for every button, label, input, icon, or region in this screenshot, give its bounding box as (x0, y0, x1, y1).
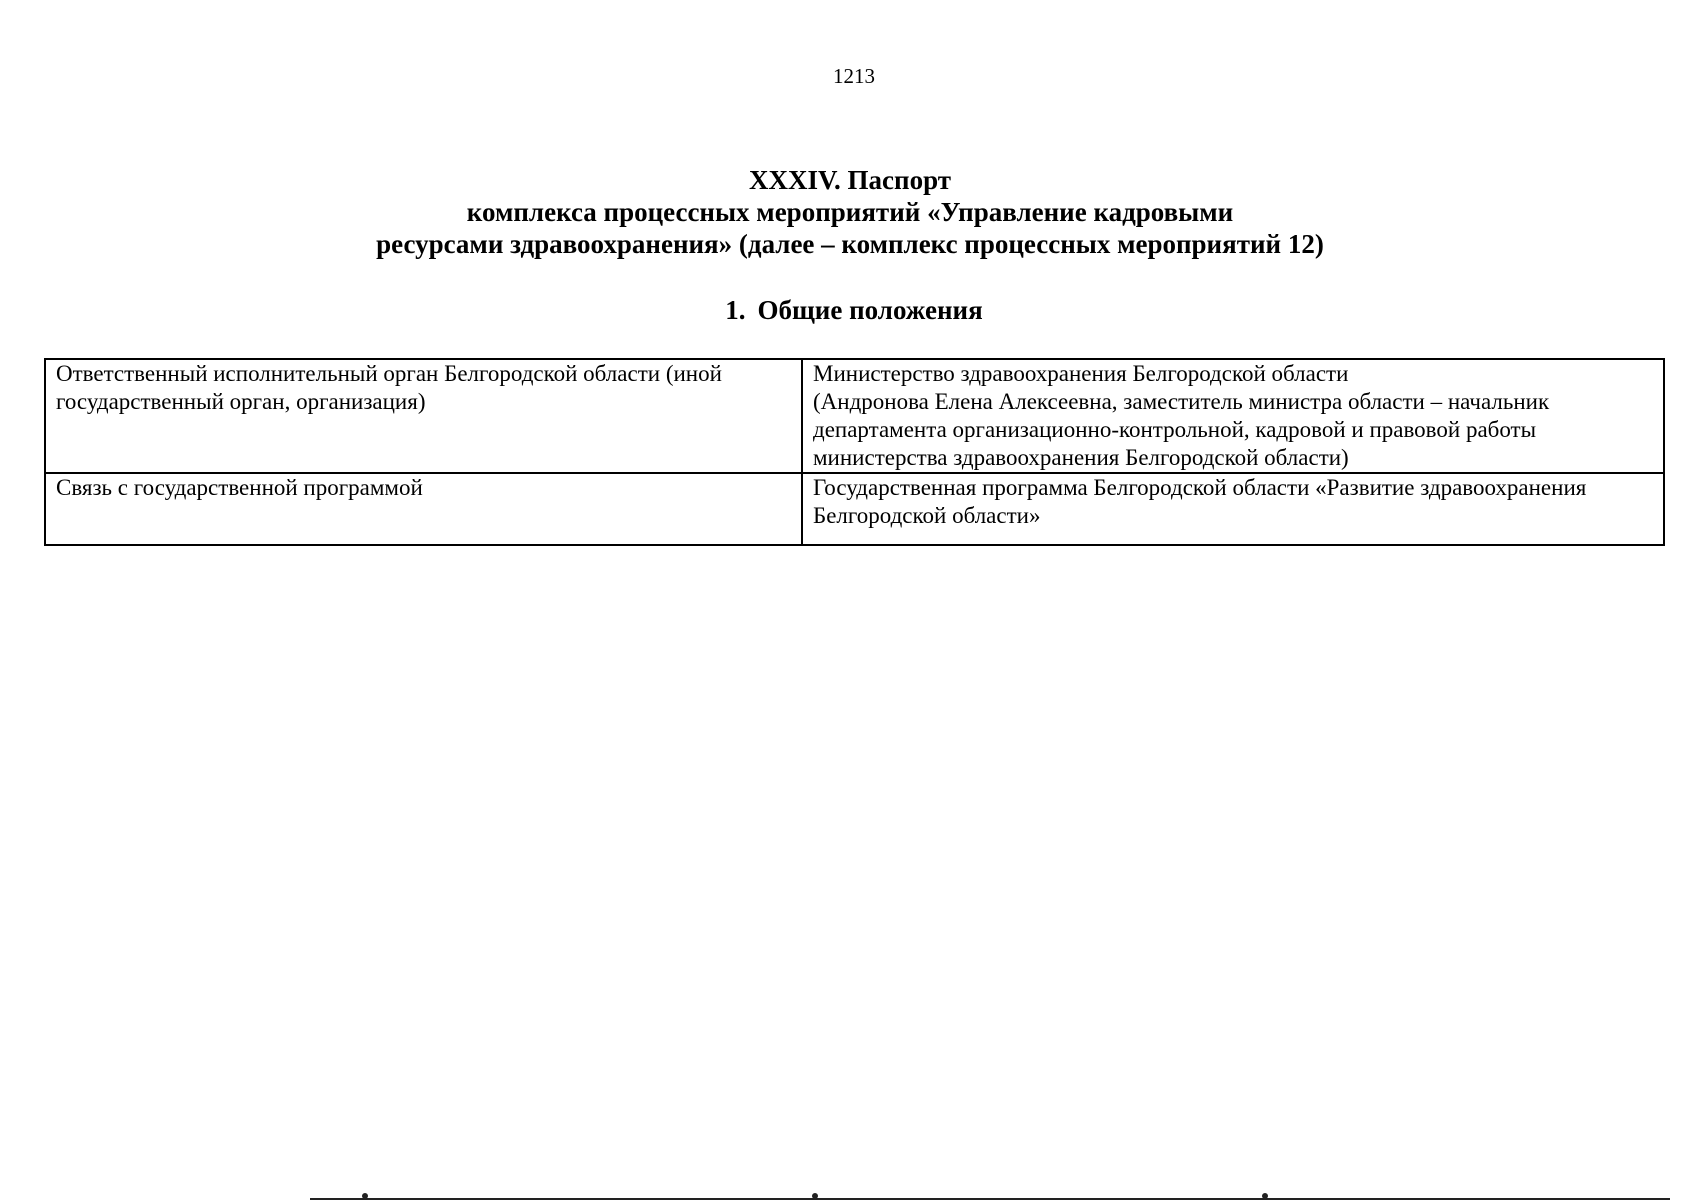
row-value-cell (802, 473, 1664, 545)
table-row (45, 359, 1664, 473)
scan-mark (362, 1193, 368, 1199)
scan-mark (1262, 1193, 1268, 1199)
row-value-line: департамента организационно-контрольной, кадровой и правовой работы (813, 417, 1537, 442)
row-value-line: Белгородской области» (813, 503, 1041, 528)
row-value-line: министерства здравоохранения Белгородской области) (813, 445, 1349, 470)
section-title-text: Общие положения (757, 295, 983, 325)
page-number: 1213 (833, 64, 875, 88)
row-label-line: Связь с государственной программой (56, 475, 423, 500)
passport-table (44, 358, 1665, 546)
heading-line-2: комплекса процессных мероприятий «Управление кадровыми (466, 197, 1234, 227)
section-title (0, 294, 1708, 326)
row-label-line: государственный орган, организация) (56, 389, 426, 414)
row-value-line: Государственная программа Белгородской области «Развитие здравоохранения (813, 475, 1587, 500)
table-row (45, 473, 1664, 545)
row-label-line: Ответственный исполнительный орган Белгородской области (иной (56, 361, 722, 386)
row-value-line: Министерство здравоохранения Белгородской области (813, 361, 1349, 386)
row-value-line: (Андронова Елена Алексеевна, заместитель министра области – начальник (813, 389, 1550, 414)
heading-line-1: XXXIV. Паспорт (749, 165, 951, 195)
row-label-cell (45, 473, 802, 545)
section-number: 1. (725, 295, 746, 325)
row-value-cell (802, 359, 1664, 473)
document-heading (40, 164, 1660, 260)
row-label-cell (45, 359, 802, 473)
scan-mark (812, 1193, 818, 1199)
heading-line-3: ресурсами здравоохранения» (далее – комплекс процессных мероприятий 12) (376, 229, 1324, 259)
